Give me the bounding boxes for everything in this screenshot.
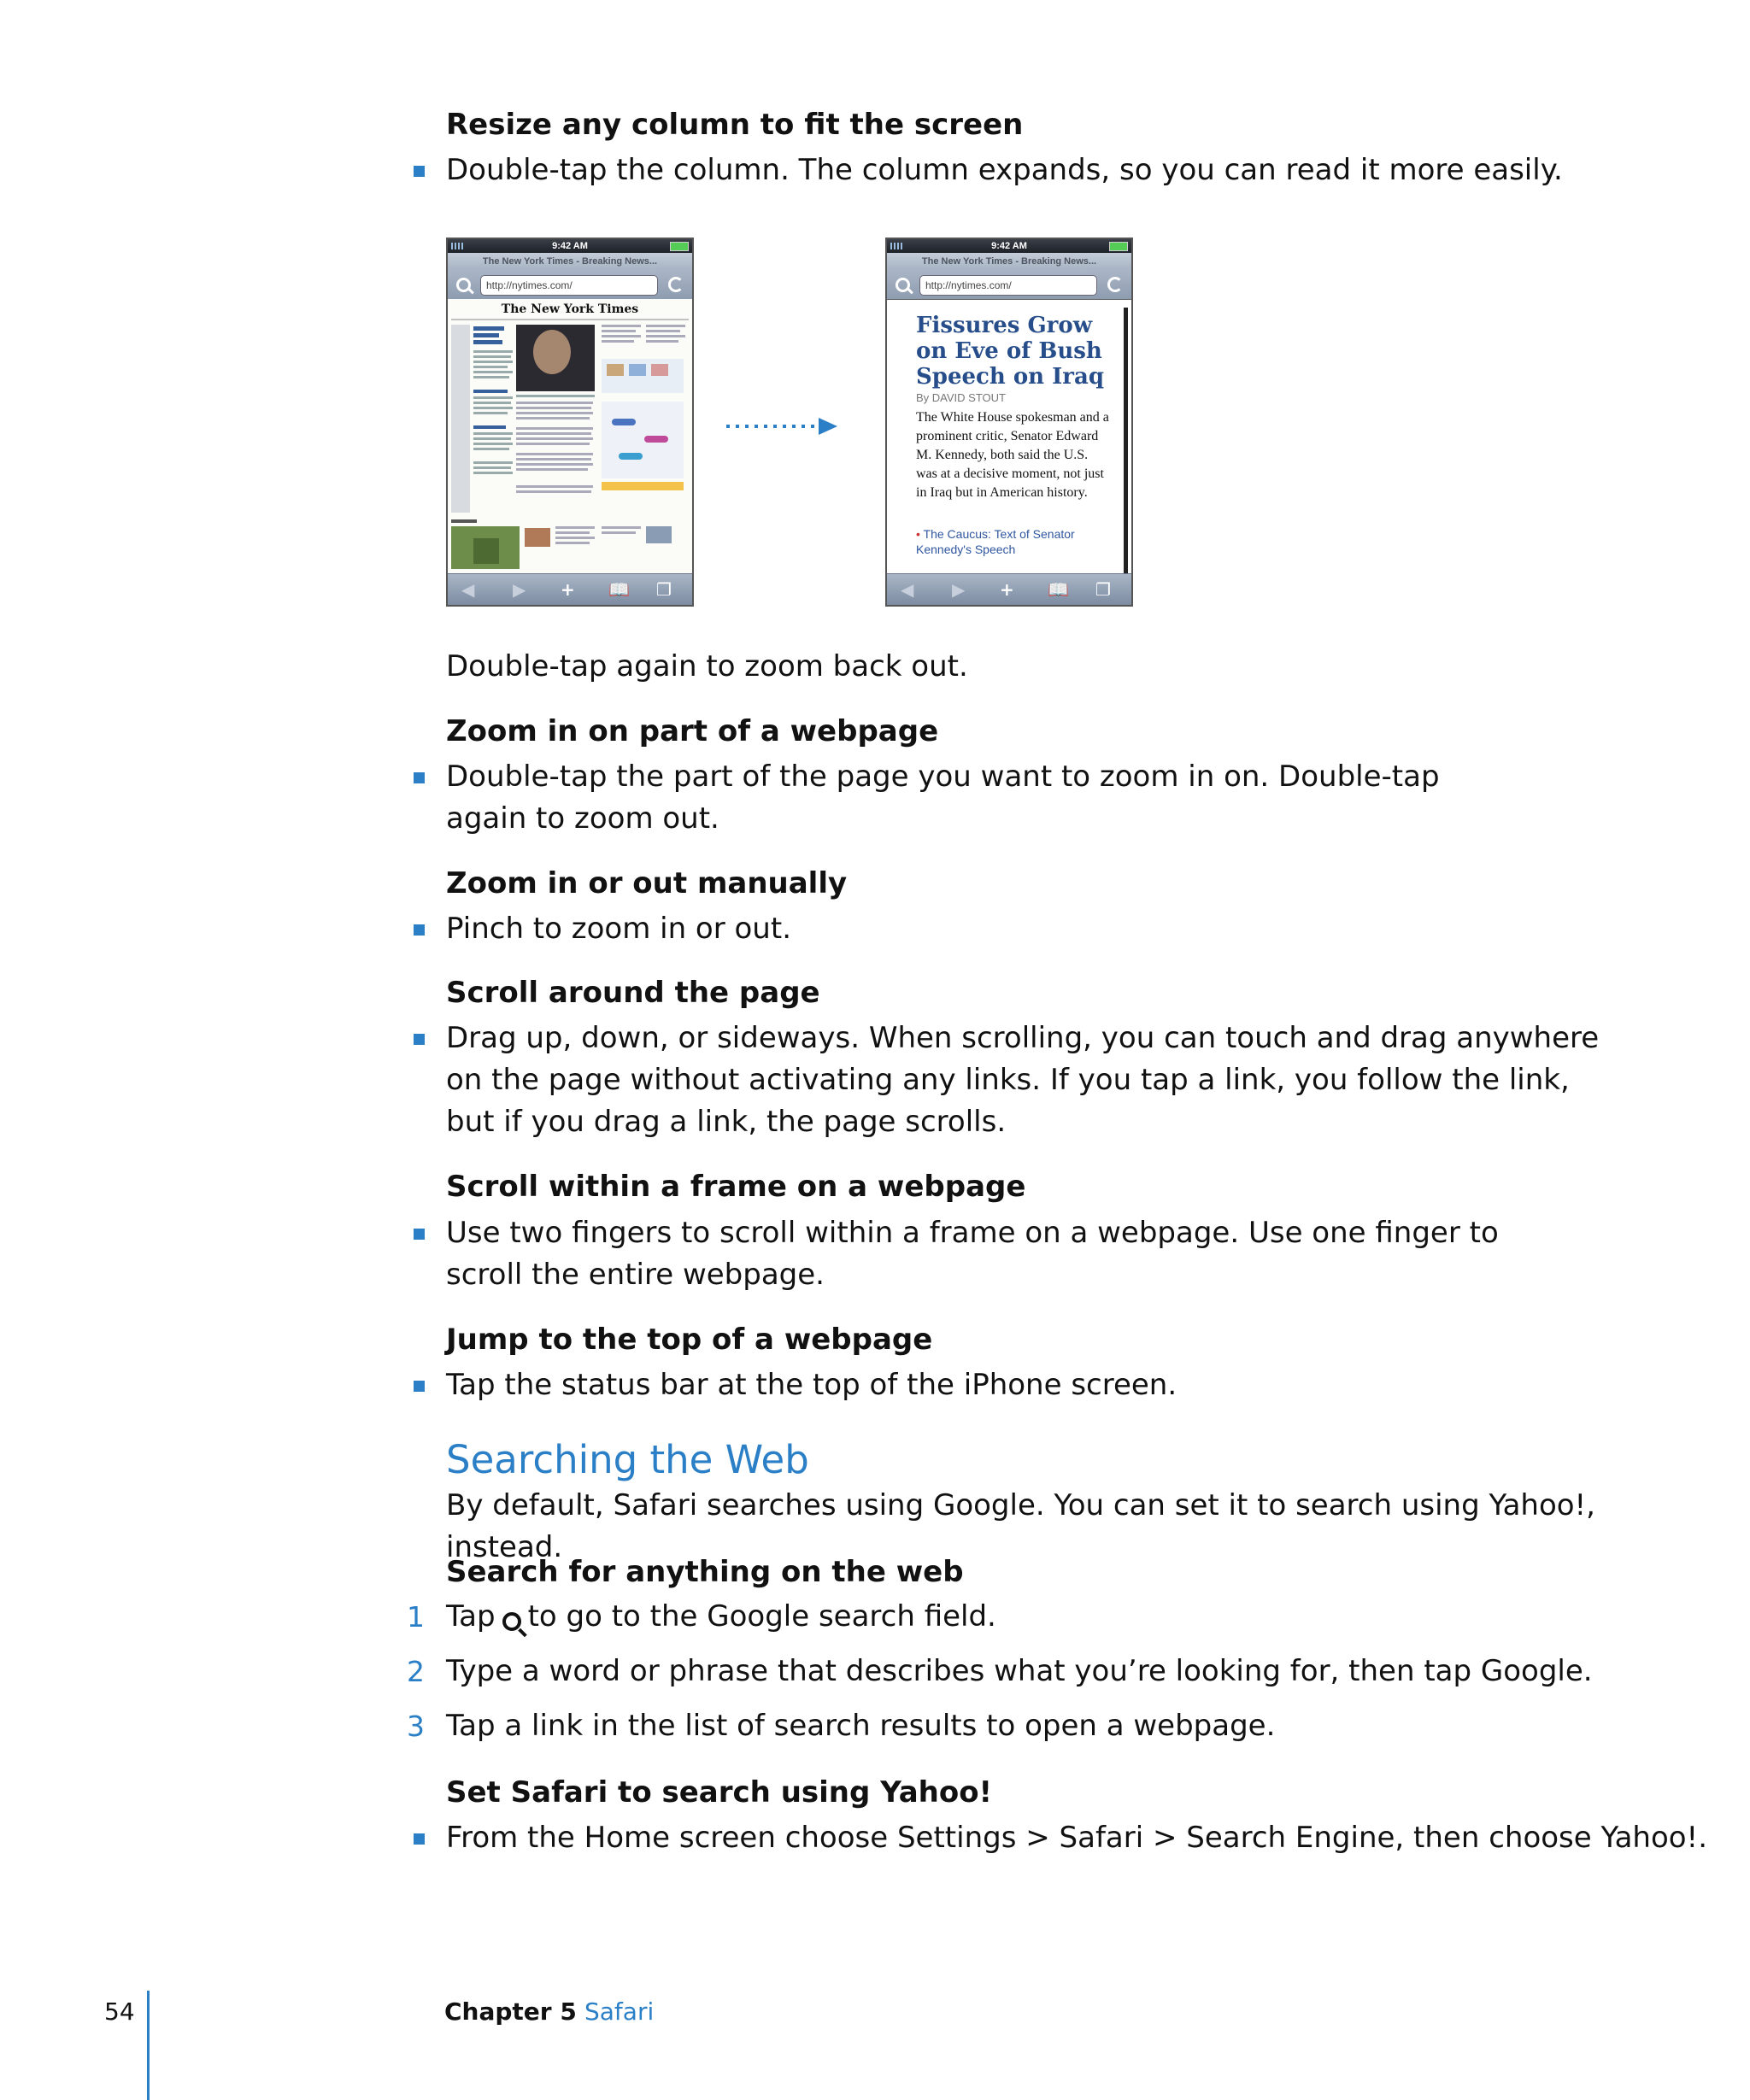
pages-icon: ❐ — [1095, 579, 1111, 600]
bullet-text: Double-tap the part of the page you want to zoom in on. Double-tap again to zoom out. — [446, 760, 1440, 836]
url-bar — [448, 270, 692, 300]
step-number: 3 — [407, 1710, 425, 1743]
step-text: Tap a link in the list of search results to open a webpage. — [446, 1709, 1276, 1743]
page-title-bar: The New York Times - Breaking News... — [887, 253, 1131, 270]
bullet-marker — [414, 166, 425, 177]
bookmarks-icon: 📖 — [1048, 579, 1069, 600]
heading-zoom-part: Zoom in on part of a webpage — [446, 714, 939, 748]
url-bar — [887, 270, 1131, 300]
bookmarks-icon: 📖 — [608, 579, 630, 600]
heading-scroll-frame: Scroll within a frame on a webpage — [446, 1170, 1026, 1204]
forward-icon: ▶ — [952, 579, 966, 600]
forward-icon: ▶ — [513, 579, 526, 600]
step-number: 1 — [407, 1600, 425, 1634]
url-field: http://nytimes.com/ — [480, 275, 658, 296]
bullet-text: Pinch to zoom in or out. — [446, 912, 791, 946]
heading-zoom-manual: Zoom in or out manually — [446, 866, 848, 900]
article-headline: Fissures Grow on Eve of Bush Speech on Iraq — [916, 313, 1105, 390]
battery-icon — [670, 242, 689, 251]
step-text — [446, 1596, 996, 1638]
step-number: 2 — [407, 1655, 425, 1688]
bullet-marker — [414, 1034, 425, 1045]
url-field: http://nytimes.com/ — [919, 275, 1097, 296]
article-link — [916, 526, 1113, 557]
step-text-before: Tap — [446, 1599, 496, 1634]
article-byline: By DAVID STOUT — [916, 391, 1006, 404]
step-text: Type a word or phrase that describes what you’re looking for, then tap Google. — [446, 1654, 1593, 1688]
status-time: 9:42 AM — [552, 241, 588, 251]
bullet-marker — [414, 1833, 425, 1845]
phone-screenshot-zoomed-column — [885, 238, 1133, 607]
phone-screenshot-full-page — [446, 238, 694, 607]
page-title-bar: The New York Times - Breaking News... — [448, 253, 692, 270]
status-bar — [887, 239, 1131, 253]
zoom-back-out-text: Double-tap again to zoom back out. — [446, 649, 968, 683]
bullet-text: Drag up, down, or sideways. When scrolling, you can touch and drag anywhere on the page without activating any links. If you tap a link, you follow the link, but if you drag a link, the page scrolls. — [446, 1021, 1600, 1139]
article-body: The White House spokesman and a prominent critic, Senator Edward M. Kennedy, both said the U.S. was at a decisive moment, not just in Iraq but in American history. — [916, 410, 1109, 500]
back-icon: ◀ — [901, 579, 914, 600]
heading-jump-top: Jump to the top of a webpage — [446, 1323, 933, 1357]
article-link-text: The Caucus: Text of Senator Kennedy's Speech — [916, 527, 1075, 556]
newspaper-thumbnail — [448, 299, 692, 574]
add-bookmark-icon: + — [1000, 579, 1014, 600]
heading-search-anything: Search for anything on the web — [446, 1555, 964, 1589]
pages-icon: ❐ — [656, 579, 672, 600]
footer-rule — [147, 1991, 150, 2100]
add-bookmark-icon: + — [561, 579, 575, 600]
browser-toolbar — [448, 573, 692, 605]
section-title-searching: Searching the Web — [446, 1437, 809, 1482]
step-text-after: to go to the Google search field. — [527, 1599, 996, 1634]
bullet-marker — [414, 1229, 425, 1240]
page-number: 54 — [104, 1997, 135, 2026]
status-time: 9:42 AM — [991, 241, 1027, 251]
bullet-text: From the Home screen choose Settings > Safari > Search Engine, then choose Yahoo!. — [446, 1821, 1707, 1855]
heading-resize-column: Resize any column to fit the screen — [446, 108, 1024, 142]
search-icon — [502, 1612, 521, 1631]
bullet-text: Double-tap the column. The column expands, so you can read it more easily. — [446, 153, 1563, 187]
reload-icon — [668, 277, 684, 292]
bullet-marker — [414, 924, 425, 936]
link-bullet-icon: • — [916, 527, 924, 541]
arrow-head-icon — [819, 418, 837, 435]
heading-scroll-page: Scroll around the page — [446, 976, 820, 1010]
search-icon — [456, 278, 471, 292]
scroll-indicator — [1124, 308, 1128, 578]
bullet-text: Use two fingers to scroll within a frame on a webpage. Use one finger to scroll the entire webpage. — [446, 1216, 1499, 1292]
search-icon — [896, 278, 910, 292]
signal-icon — [890, 243, 904, 249]
bullet-text: Tap the status bar at the top of the iPhone screen. — [446, 1368, 1177, 1402]
nyt-masthead: The New York Times — [501, 302, 639, 316]
chapter-label: Chapter 5 — [444, 1997, 577, 2026]
battery-icon — [1109, 242, 1128, 251]
signal-icon — [451, 243, 465, 249]
back-icon: ◀ — [461, 579, 475, 600]
bullet-marker — [414, 1381, 425, 1392]
browser-toolbar — [887, 573, 1131, 605]
chapter-name: Safari — [584, 1997, 655, 2026]
dotted-arrow-line — [726, 425, 819, 428]
searching-intro: By default, Safari searches using Google. You can set it to search using Yahoo!, instead. — [446, 1488, 1595, 1564]
bullet-marker — [414, 772, 425, 783]
heading-set-yahoo: Set Safari to search using Yahoo! — [446, 1775, 993, 1810]
status-bar — [448, 239, 692, 253]
reload-icon — [1107, 277, 1123, 292]
